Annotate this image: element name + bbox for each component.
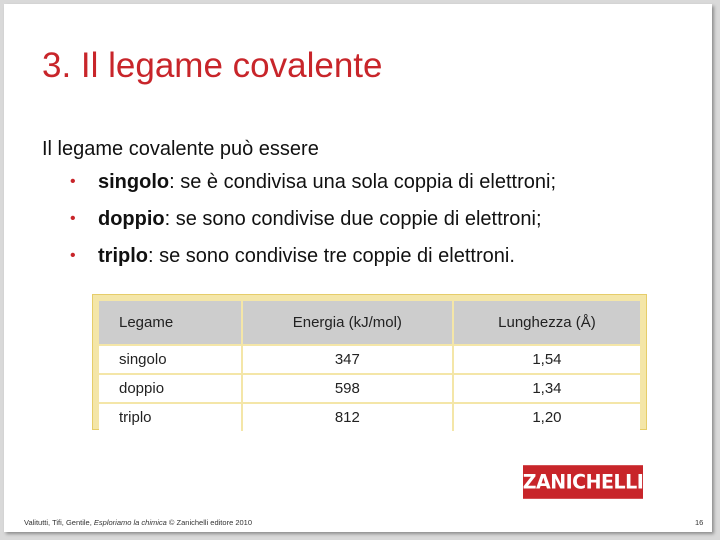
- footer-book-title: Esploriamo la chimica: [93, 518, 167, 527]
- slide-title: 3. Il legame covalente: [42, 46, 383, 85]
- cell-legame: doppio: [99, 374, 242, 403]
- cell-energia: 598: [242, 374, 453, 403]
- intro-text: Il legame covalente può essere: [42, 138, 319, 160]
- footer-publisher: © Zanichelli editore 2010: [166, 518, 253, 527]
- cell-lunghezza: 1,20: [453, 403, 640, 431]
- bullet-term: doppio: [98, 208, 165, 230]
- column-header-legame: Legame: [99, 301, 242, 345]
- cell-legame: triplo: [99, 403, 242, 431]
- bullet-item: [70, 207, 556, 244]
- bond-table-frame: [92, 294, 647, 430]
- cell-legame: singolo: [99, 345, 242, 374]
- bullet-term: singolo: [98, 171, 170, 193]
- bullet-dot-icon: •: [70, 173, 76, 190]
- bullet-text: : se è condivisa una sola coppia di elettroni;: [169, 171, 557, 193]
- footer-authors: Valitutti, Tifi, Gentile,: [24, 518, 94, 527]
- bullet-dot-icon: •: [70, 210, 76, 227]
- slide: [4, 4, 712, 532]
- bullet-text: : se sono condivise tre coppie di elettroni.: [148, 245, 515, 267]
- bullet-dot-icon: •: [70, 247, 76, 264]
- cell-energia: 347: [242, 345, 453, 374]
- page-number: 16: [695, 518, 704, 527]
- bullet-text: : se sono condivise due coppie di elettroni;: [164, 208, 542, 230]
- footer-citation: [24, 518, 252, 527]
- cell-lunghezza: 1,34: [453, 374, 640, 403]
- bullet-item: [70, 244, 556, 281]
- column-header-energia: Energia (kJ/mol): [242, 301, 453, 345]
- column-header-lunghezza: Lunghezza (Å): [453, 301, 640, 345]
- bullet-term: triplo: [98, 245, 148, 267]
- cell-lunghezza: 1,54: [453, 345, 640, 374]
- table-row: [99, 403, 640, 431]
- bullet-item: [70, 170, 556, 207]
- bullet-list: [70, 170, 556, 281]
- zanichelli-logo: [523, 465, 643, 499]
- table-row: [99, 374, 640, 403]
- logo-text: ZANICHELLI: [522, 470, 644, 494]
- cell-energia: 812: [242, 403, 453, 431]
- table-header-row: [99, 301, 640, 345]
- bond-table: [99, 301, 640, 431]
- table-row: [99, 345, 640, 374]
